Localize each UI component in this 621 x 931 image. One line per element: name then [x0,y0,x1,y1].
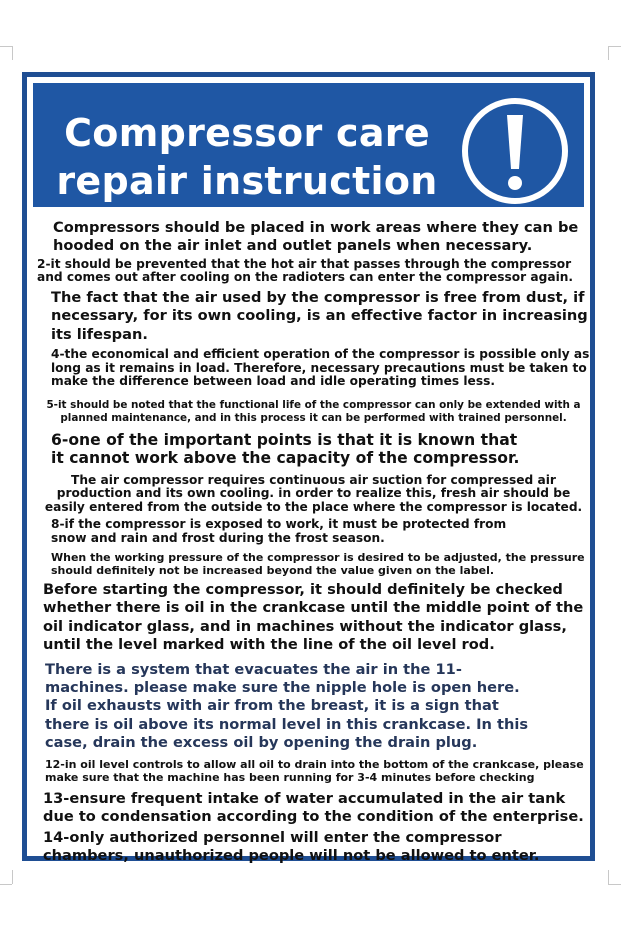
crop-mark [608,870,609,884]
instruction-item: 6-one of the important points is that it is known that it cannot work above the capacity of the compressor. [51,431,520,468]
instruction-item: 12-in oil level controls to allow all oil to drain into the bottom of the crankcase, please make sure that the machine has been running for 3-4 minutes before checking [45,757,584,784]
instruction-item: 8-if the compressor is exposed to work, it must be protected from snow and rain and frost during the frost season. [51,517,507,545]
exclamation-circle-icon [459,95,571,207]
instruction-item: When the working pressure of the compressor is desired to be adjusted, the pressure should definitely not be increased beyond the value given on the label. [51,550,585,577]
warning-sign [22,72,595,865]
sign-header [33,83,584,207]
instruction-item: The fact that the air used by the compressor is free from dust, if necessary, for its own cooling, is an effective factor in increasing its lifespan. [51,289,588,343]
crop-mark [12,46,13,60]
crop-mark [608,46,621,47]
instruction-item: There is a system that evacuates the air in the 11-machines. please make sure the nipple hole is open here. If oil exhausts with air from the breast, it is a sign that there is oil above its normal level in this crankcase. In this case, drain the excess oil by opening the drain plug. [45,660,529,752]
crop-mark [608,884,621,885]
crop-mark [608,46,609,60]
instruction-item: The air compressor requires continuous air suction for compressed air production and its own cooling. in order to realize this, fresh air should be easily entered from the outside to the place where the compressor is located. [44,472,583,514]
title-line-2: repair instruction [56,159,438,203]
instruction-item: 13-ensure frequent intake of water accumulated in the air tank due to condensation according to the condition of the enterprise. [43,790,584,826]
instruction-item: Compressors should be placed in work areas where they can be hooded on the air inlet and outlet panels when necessary. [53,219,579,255]
instruction-item: 5-it should be noted that the functional life of the compressor can only be extended with a planned maintenance, and in this process it can be performed with trained personnel. [46,399,581,424]
instruction-item: Before starting the compressor, it should definitely be checked whether there is oil in the crankcase until the middle point of the oil indicator glass, and in machines without the indicator glass, until the level marked with the line of the oil level rod. [43,580,584,654]
instruction-item: 4-the economical and efficient operation of the compressor is possible only as long as it remains in load. Therefore, necessary precautions must be taken to make the difference between load and idle operating times less. [51,347,590,389]
instruction-item: 14-only authorized personnel will enter the compressor chambers, unauthorized people will not be allowed to enter. [43,828,540,865]
instruction-list [37,219,590,866]
crop-mark [0,884,12,885]
crop-mark [0,46,12,47]
sign-title [47,109,447,205]
title-line-1: Compressor care [64,111,430,155]
crop-mark [12,870,13,884]
instruction-item: 2-it should be prevented that the hot air that passes through the compressor and comes out after cooling on the radioters can enter the compressor again. [37,256,574,285]
